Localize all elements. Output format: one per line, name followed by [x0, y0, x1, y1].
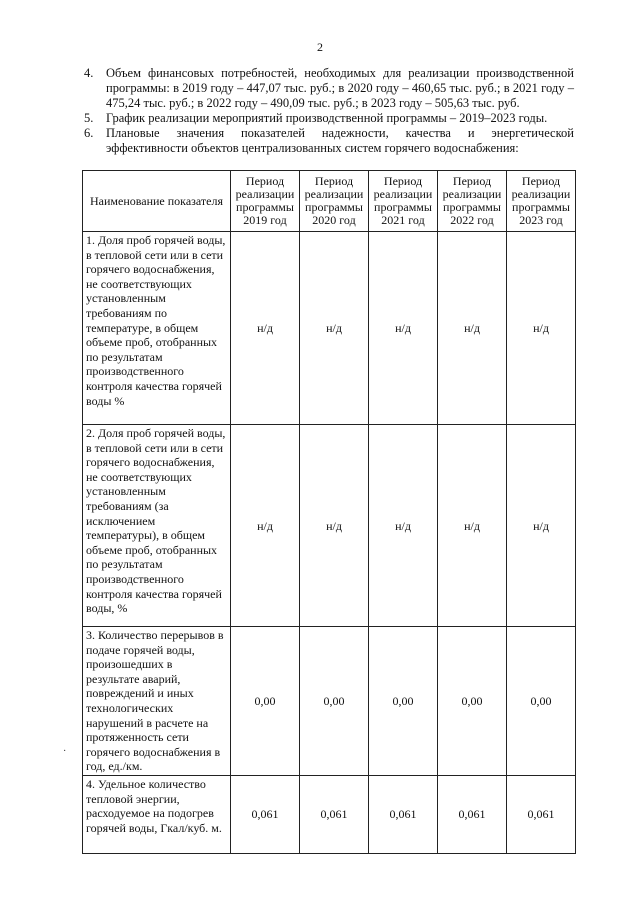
list-item-schedule: [84, 111, 574, 126]
list-item-financial-needs: [84, 66, 574, 111]
indicator-value: н/д: [507, 425, 576, 627]
indicator-value: 0,061: [369, 775, 438, 853]
indicator-value: 0,061: [438, 775, 507, 853]
indicator-value: 0,061: [507, 775, 576, 853]
indicator-name: 4. Удельное количество тепловой энергии, расходуемое на подогрев горячей воды, Гкал/куб. м.: [83, 775, 231, 853]
list-item-text: График реализации мероприятий производственной программы – 2019–2023 годы.: [106, 111, 548, 125]
list-item-text: Плановые значения показателей надежности, качества и энергетической эффективности объектов централизованных систем горячего водоснабжения:: [106, 126, 574, 155]
indicator-value: н/д: [369, 232, 438, 425]
indicator-value: 0,00: [231, 627, 300, 776]
header-period-2021: Период реализации программы 2021 год: [369, 171, 438, 232]
indicator-value: н/д: [438, 232, 507, 425]
indicator-name: 2. Доля проб горячей воды, в тепловой сети или в сети горячего водоснабжения, не соответствующих установленным требованиям (за исключением температуры), в общем объеме проб, отобранных по результатам производственного контроля качества горячей воды, %: [83, 425, 231, 627]
list-item-number: 5.: [84, 111, 94, 125]
list-item-number: 6.: [84, 126, 94, 140]
indicator-value: н/д: [369, 425, 438, 627]
table-header-row: [83, 171, 576, 232]
header-period-2020: Период реализации программы 2020 год: [300, 171, 369, 232]
indicators-table: [82, 170, 576, 854]
header-period-2023: Период реализации программы 2023 год: [507, 171, 576, 232]
indicator-value: н/д: [231, 425, 300, 627]
list-item-number: 4.: [84, 66, 94, 80]
indicator-value: н/д: [231, 232, 300, 425]
indicator-name: 1. Доля проб горячей воды, в тепловой сети или в сети горячего водоснабжения, не соответствующих установленным требованиям по температуре, в общем объеме проб, отобранных по результатам производственного контроля качества горячей воды %: [83, 232, 231, 425]
header-period-2022: Период реализации программы 2022 год: [438, 171, 507, 232]
indicator-value: 0,061: [231, 775, 300, 853]
indicator-value: 0,00: [507, 627, 576, 776]
table-row: [83, 627, 576, 776]
header-period-2019: Период реализации программы 2019 год: [231, 171, 300, 232]
table-row: [83, 775, 576, 853]
indicator-value: н/д: [438, 425, 507, 627]
page-number: 2: [317, 40, 323, 54]
indicator-value: н/д: [300, 232, 369, 425]
table-row: [83, 232, 576, 425]
indicator-value: 0,00: [438, 627, 507, 776]
list-item-text: Объем финансовых потребностей, необходимых для реализации производственной программы: в 2019 году – 447,07 тыс. руб.; в 2020 году – 460,65 тыс. руб.; в 2021 году – 475,24 тыс. руб.; в 2022 году – 490,09 тыс. руб.; в 2023 году – 505,63 тыс. руб.: [106, 66, 574, 110]
list-item-planned-values: [84, 126, 574, 156]
indicator-value: 0,061: [300, 775, 369, 853]
indicator-value: 0,00: [300, 627, 369, 776]
table-row: [83, 425, 576, 627]
numbered-list: [84, 66, 574, 156]
indicator-value: 0,00: [369, 627, 438, 776]
indicator-value: н/д: [507, 232, 576, 425]
scan-artifact-mark: ·: [63, 746, 67, 757]
header-indicator-name: Наименование показателя: [83, 171, 231, 232]
indicator-value: н/д: [300, 425, 369, 627]
indicator-name: 3. Количество перерывов в подаче горячей воды, произошедших в результате аварий, повреждений и иных технологических нарушений в расчете на протяженность сети горячего водоснабжения в год, ед./км.: [83, 627, 231, 776]
